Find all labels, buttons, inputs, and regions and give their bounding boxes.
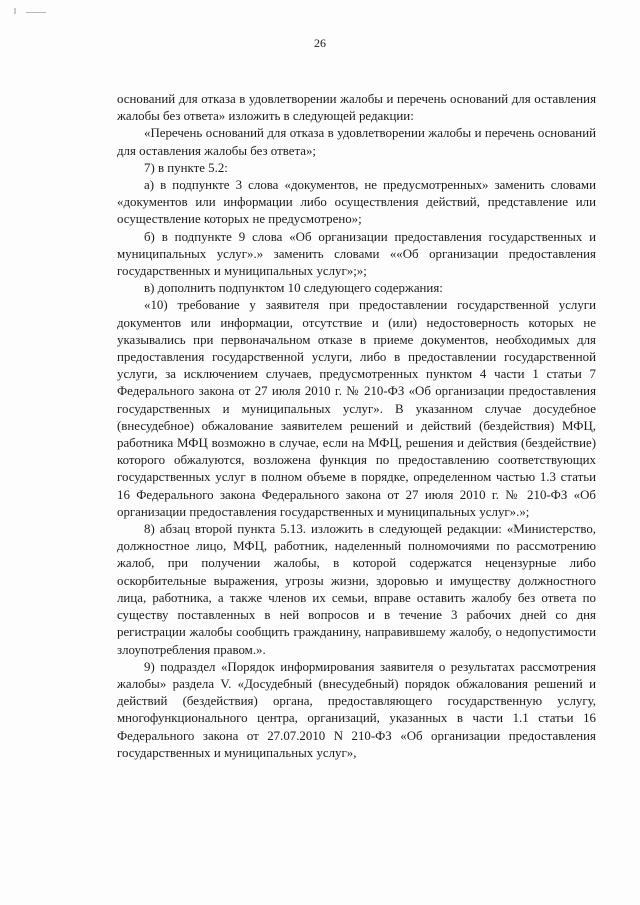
paragraph: оснований для отказа в удовлетворении жалобы и перечень оснований для оставления жалобы без ответа» изложить в следующей редакции: [117, 92, 596, 124]
paragraph: б) в подпункте 9 слова «Об организации предоставления государственных и муниципальных услуг».» заменить словами ««Об организации предоставления государственных и муниципальных услуг»;»; [117, 229, 596, 279]
paragraph: а) в подпункте 3 слова «документов, не предусмотренных» заменить словами «документов или информации либо осуществления действий, представление или осуществление которых не предусмотрено»; [117, 178, 596, 227]
document-body [117, 91, 596, 762]
paragraph: 8) абзац второй пункта 5.13. изложить в следующей редакции: «Министерство, должностное лицо, МФЦ, работник, наделенный полномочиями по рассмотрению жалоб, при получении жалобы, в которой содержатся нецензурные либо оскорбительные выражения, угрозы жизни, здоровью и имуществу должностного лица, работника, а также членов их семьи, вправе оставить жалобу без ответа по существу поставленных в ней вопросов и в течение 3 рабочих дней со дня регистрации жалобы сообщить гражданину, направившему жалобу, о недопустимости злоупотребления правом.». [117, 522, 596, 657]
paragraph: «10) требование у заявителя при предоставлении государственной услуги документов или информации, отсутствие и (или) недостоверность которых не указывались при первоначальном отказе в приеме документов, необходимых для предоставления государственной услуги, либо в предоставлении государственной услуги, за исключением случаев, предусмотренных пунктом 4 части 1 статьи 7 Федерального закона от 27 июля 2010 г. № 210-ФЗ «Об организации предоставления государственных и муниципальных услуг». В указанном случае досудебное (внесудебное) обжалование заявителем решений и действий (бездействия) МФЦ, работника МФЦ возможно в случае, если на МФЦ, решения и действия (бездействие) которого обжалуются, возложена функция по предоставлению соответствующих государственных услуг в полном объеме в порядке, определенном частью 1.3 статьи 16 Федерального закона Федерального закона от 27 июля 2010 г. № 210-ФЗ «Об организации предоставления государственных и муниципальных услуг».»; [117, 298, 596, 519]
scan-mark [14, 8, 16, 14]
paragraph: 7) в пункте 5.2: [144, 160, 228, 175]
paragraph: «Перечень оснований для отказа в удовлетворении жалобы и перечень оснований для оставления жалобы без ответа»; [117, 126, 596, 158]
scan-line [26, 12, 46, 13]
paragraph: 9) подраздел «Порядок информирования заявителя о результатах рассмотрения жалобы» раздела V. «Досудебный (внесудебный) порядок обжалования решений и действий (бездействия) органа, предоставляющего государственную услугу, многофункционального центра, организаций, указанных в части 1.1 статьи 16 Федерального закона от 27.07.2010 N 210-ФЗ «Об организации предоставления государственных и муниципальных услуг», [117, 659, 596, 760]
page-number: 26 [314, 36, 326, 50]
paragraph: в) дополнить подпунктом 10 следующего содержания: [144, 281, 443, 296]
